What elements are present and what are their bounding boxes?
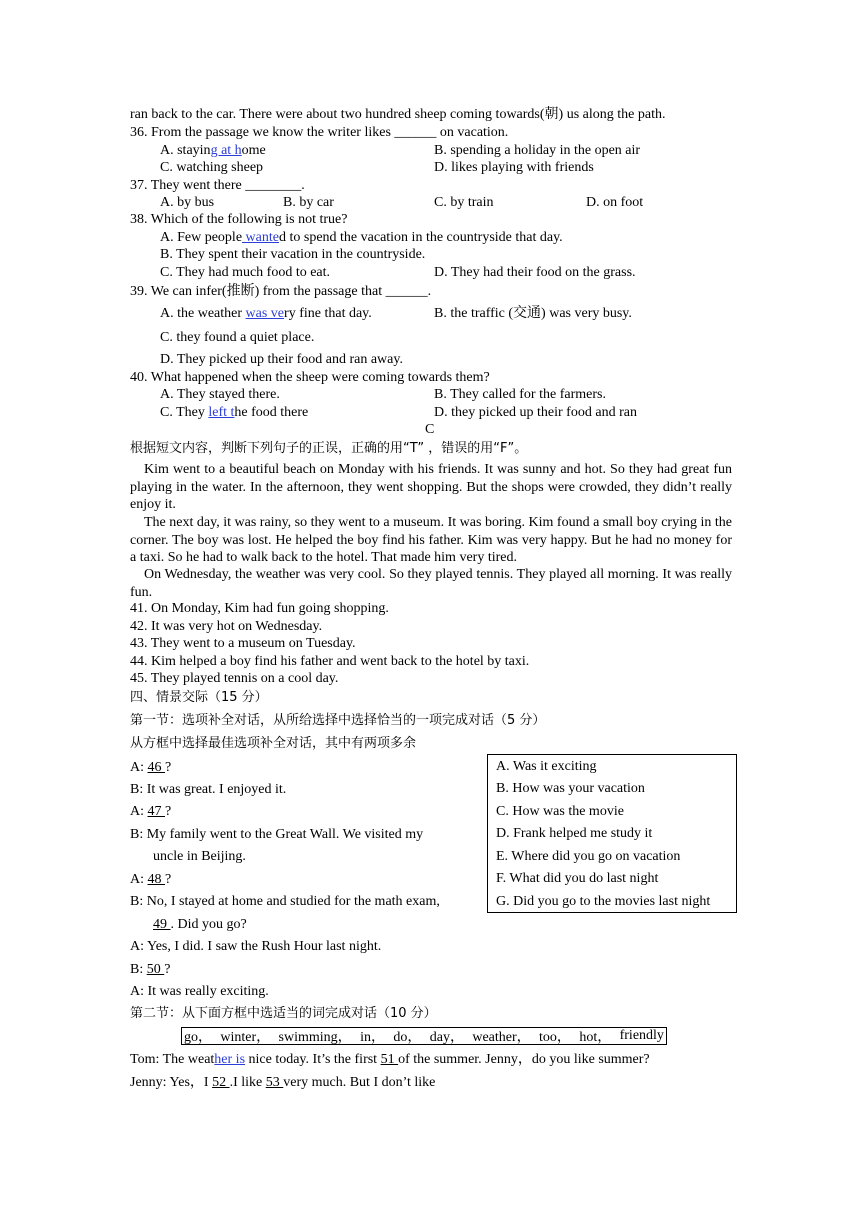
q38-option-b: B. They spent their vacation in the countryside. — [160, 247, 426, 262]
q39-option-a: A. the weather was very fine that day. — [160, 306, 372, 321]
blank-52: 52 — [212, 1075, 230, 1090]
q36-option-b: B. spending a holiday in the open air — [434, 143, 641, 158]
word-item: do， — [393, 1030, 422, 1045]
q37-option-a: A. by bus — [160, 195, 215, 210]
q40-option-b: B. They called for the farmers. — [434, 387, 606, 402]
statement-42: 42. It was very hot on Wednesday. — [130, 619, 323, 634]
q39-option-d: D. They picked up their food and ran away. — [160, 352, 403, 367]
option-e: E. Where did you go on vacation — [496, 849, 681, 864]
tom-line: Tom: The weather is nice today. It’s the first 51 of the summer. Jenny，do you like summer? — [130, 1052, 650, 1067]
dialogue-line-2: B: It was great. I enjoyed it. — [130, 782, 287, 797]
question-39: 39. We can infer(推断) from the passage that ______. — [130, 284, 432, 299]
q40-option-d: D. they picked up their food and ran — [434, 405, 637, 420]
dialogue-line-7: A: Yes, I did. I saw the Rush Hour last night. — [130, 939, 382, 954]
word-item: day， — [429, 1030, 464, 1045]
passage-c-paragraph-3: On Wednesday, the weather was very cool. So they played tennis. They played all morning. It was really fun. — [130, 567, 732, 600]
passage-tail: ran back to the car. There were about two hundred sheep coming towards(朝) us along the path. — [130, 107, 666, 122]
option-a: A. Was it exciting — [496, 759, 597, 774]
question-36: 36. From the passage we know the writer likes ______ on vacation. — [130, 125, 509, 140]
dialogue-line-3: A: 47 ? — [130, 804, 172, 819]
option-g: G. Did you go to the movies last night — [496, 894, 711, 909]
word-item: weather， — [472, 1030, 531, 1045]
section-4-part-2-heading: 第二节：从下面方框中选适当的词完成对话（10 分） — [130, 1006, 437, 1021]
word-item: hot， — [579, 1030, 612, 1045]
q39-option-c: C. they found a quiet place. — [160, 330, 315, 345]
word-box — [181, 1027, 667, 1045]
section-4-part-1-heading: 第一节：选项补全对话，从所给选择中选择恰当的一项完成对话（5 分） — [130, 713, 546, 728]
dialogue-line-9: A: It was really exciting. — [130, 984, 269, 999]
q36-option-d: D. likes playing with friends — [434, 160, 594, 175]
blank-48: 48 — [147, 872, 165, 887]
statement-41: 41. On Monday, Kim had fun going shopping. — [130, 601, 389, 616]
dialogue-line-1: A: 46 ? — [130, 760, 172, 775]
blank-49: 49 — [153, 917, 171, 932]
word-item: go， — [184, 1030, 212, 1045]
statement-44: 44. Kim helped a boy find his father and went back to the hotel by taxi. — [130, 654, 530, 669]
blank-47: 47 — [147, 804, 165, 819]
option-b: B. How was your vacation — [496, 781, 645, 796]
hyperlink[interactable]: left t — [208, 405, 235, 420]
hyperlink[interactable]: her is — [214, 1052, 246, 1067]
hyperlink[interactable]: was ve — [245, 306, 285, 321]
q37-option-c: C. by train — [434, 195, 494, 210]
dialogue-line-4: B: My family went to the Great Wall. We visited my — [130, 827, 424, 842]
word-item: winter， — [220, 1030, 271, 1045]
q38-option-a: A. Few people wanted to spend the vacation in the countryside that day. — [160, 230, 563, 245]
q37-option-d: D. on foot — [586, 195, 644, 210]
section-4-heading: 四、情景交际（15 分） — [130, 690, 268, 705]
blank-46: 46 — [147, 760, 165, 775]
section-c-instruction: 根据短文内容，判断下列句子的正误，正确的用“T” ，错误的用“F”。 — [130, 441, 528, 456]
blank-53: 53 — [265, 1075, 284, 1090]
q40-option-a: A. They stayed there. — [160, 387, 280, 402]
dialogue-line-4-cont: uncle in Beijing. — [153, 849, 246, 864]
blank-51: 51 — [380, 1052, 399, 1067]
dialogue-line-6: B: No, I stayed at home and studied for the math exam, — [130, 894, 440, 909]
passage-c-paragraph-2: The next day, it was rainy, so they went to a museum. It was boring. Kim found a small boy crying in the corner. The boy was lost. He helped the boy find his father. Kim was very happy. But he had no money for a taxi. So he had to walk back to the hotel. That made him very tired. — [130, 515, 732, 565]
section-c-heading: C — [425, 422, 435, 437]
q36-option-a: A. staying at home — [160, 143, 266, 158]
q40-option-c: C. They left the food there — [160, 405, 309, 420]
option-c: C. How was the movie — [496, 804, 624, 819]
hyperlink[interactable]: wante — [242, 230, 279, 245]
blank-50: 50 — [146, 962, 165, 977]
dialogue-line-5: A: 48 ? — [130, 872, 172, 887]
passage-c-paragraph-1: Kim went to a beautiful beach on Monday with his friends. It was sunny and hot. So they had great fun playing in the water. In the afternoon, they went shopping. But the shops were crowded, they didn’t really enjoy it. — [130, 462, 732, 512]
q36-option-c: C. watching sheep — [160, 160, 264, 175]
dialogue-line-8: B: 50 ? — [130, 962, 171, 977]
q38-option-c: C. They had much food to eat. — [160, 265, 331, 280]
word-item: in， — [360, 1030, 385, 1045]
word-item: swimming， — [278, 1030, 352, 1045]
question-38: 38. Which of the following is not true? — [130, 212, 348, 227]
question-37: 37. They went there ________. — [130, 178, 305, 193]
word-item: too， — [539, 1030, 571, 1045]
option-d: D. Frank helped me study it — [496, 826, 653, 841]
options-box — [487, 754, 737, 913]
statement-43: 43. They went to a museum on Tuesday. — [130, 636, 356, 651]
q37-option-b: B. by car — [283, 195, 334, 210]
word-item: friendly — [619, 1028, 664, 1043]
q38-option-d: D. They had their food on the grass. — [434, 265, 636, 280]
q39-option-b: B. the traffic (交通) was very busy. — [434, 306, 632, 321]
jenny-line: Jenny: Yes，I 52 .I like 53 very much. But I don’t like — [130, 1075, 436, 1090]
hyperlink[interactable]: g at h — [210, 143, 242, 158]
statement-45: 45. They played tennis on a cool day. — [130, 671, 339, 686]
dialogue-line-6-cont: 49 . Did you go? — [153, 917, 247, 932]
question-40: 40. What happened when the sheep were coming towards them? — [130, 370, 490, 385]
section-4-part-1-instruction: 从方框中选择最佳选项补全对话，其中有两项多余 — [130, 736, 417, 751]
option-f: F. What did you do last night — [496, 871, 659, 886]
